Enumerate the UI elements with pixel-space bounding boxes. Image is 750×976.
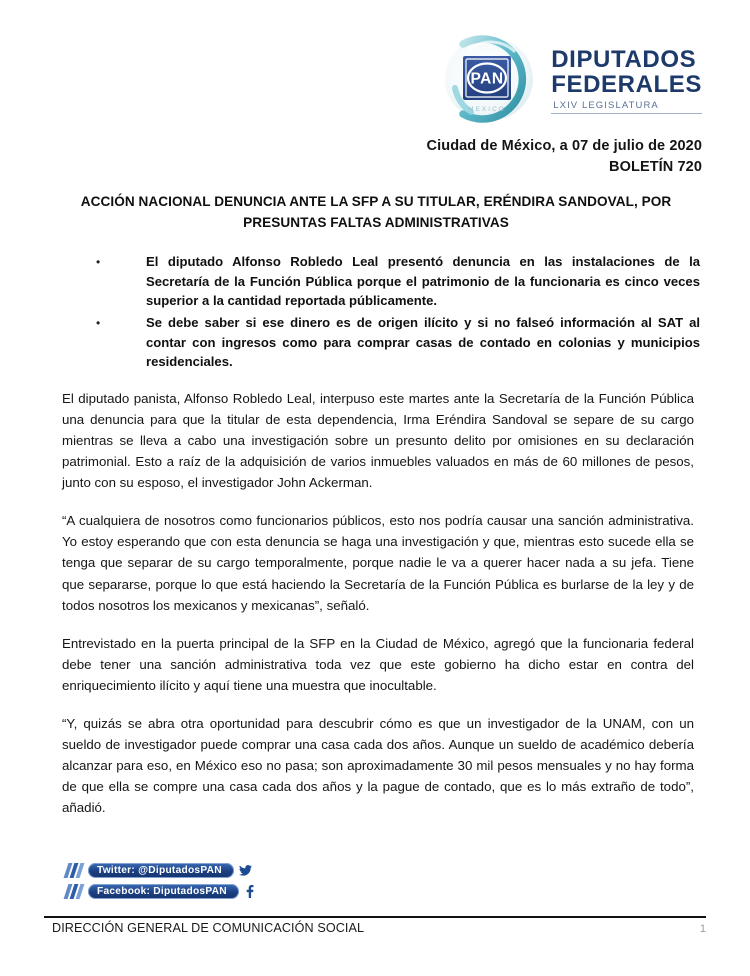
date-line: Ciudad de México, a 07 de julio de 2020 xyxy=(426,138,702,154)
social-row-facebook[interactable] xyxy=(66,883,257,900)
date-bulletin-block xyxy=(427,136,702,178)
bulletin-number: BOLETÍN 720 xyxy=(609,159,702,176)
bullet-text: Se debe saber si ese dinero es de origen ilícito y si no falseó información al SAT al contar con ingresos como para comprar casas de contado en colonias y municipios residenciales. xyxy=(146,314,700,370)
twitter-handle-label[interactable]: Twitter: @DiputadosPAN xyxy=(88,863,234,878)
facebook-f-icon[interactable] xyxy=(244,885,257,899)
slant-bars-decoration xyxy=(66,884,84,899)
paragraph: El diputado panista, Alfonso Robledo Leal, interpuso este martes ante la Secretaría de la Función Pública una denuncia para que la titular de esta dependencia, Irma Eréndira Sandoval se separe de su cargo mientras se lleva a cabo una investigación sobre un presunto delito por omisiones en su declaración patrimonial. Esto a raíz de la adquisición de varios inmuebles valuados en más de 60 millones de pesos, junto con su esposo, el investigador John Ackerman. xyxy=(62,391,694,491)
twitter-bird-icon[interactable] xyxy=(239,864,252,878)
list-item xyxy=(96,313,700,372)
footer-divider xyxy=(44,916,706,918)
page-title: ACCIÓN NACIONAL DENUNCIA ANTE LA SFP A SU TITULAR, ERÉNDIRA SANDOVAL, POR PRESUNTAS FALTAS ADMINISTRATIVAS xyxy=(80,194,672,230)
svg-text:MEXICO: MEXICO xyxy=(468,106,507,113)
logo-legislature-label: LXIV LEGISLATURA xyxy=(551,100,702,114)
document-footer xyxy=(52,921,706,935)
facebook-handle-label[interactable]: Facebook: DiputadosPAN xyxy=(88,884,239,899)
social-links xyxy=(66,862,257,900)
bullet-marker-icon: • xyxy=(96,255,101,269)
paragraph: “Y, quizás se abra otra oportunidad para descubrir cómo es que un investigador de la UNAM, con un sueldo de investigador puede comprar una casa cada dos años. Aunque un sueldo de académico debería alcanzar para eso, en México eso no pasa; son aproximadamente 30 mil pesos mensuales y no hay forma de que ella se compre una casa cada dos años y la pague de contado, que es lo más extraño de todo”, añadió. xyxy=(62,715,694,816)
highlight-bullet-list xyxy=(96,252,700,374)
logo-line-federales: FEDERALES xyxy=(551,71,702,98)
footer-department-label: DIRECCIÓN GENERAL DE COMUNICACIÓN SOCIAL xyxy=(52,921,365,935)
page-number: 1 xyxy=(699,923,706,935)
article-body xyxy=(62,388,694,835)
bullet-text: El diputado Alfonso Robledo Leal presentó denuncia en las instalaciones de la Secretaría de la Función Pública porque el patrimonio de la funcionaria es cinco veces superior a la cantidad reportada públicamente. xyxy=(146,254,700,309)
paragraph: Entrevistado en la puerta principal de la SFP en la Ciudad de México, agregó que la funcionaria federal debe tener una sanción administrativa toda vez que este gobierno ha dicho estar en contra del enriquecimiento ilícito y aquí tiene una muestra que inocultable. xyxy=(62,635,694,693)
logo-line-diputados: DIPUTADOS xyxy=(551,46,697,74)
paragraph: “A cualquiera de nosotros como funcionarios públicos, esto nos podría causar una sanción administrativa. Yo estoy esperando que con esta denuncia se haga una investigación y que, mientras esto sucede ella se tenga que separar de su cargo temporalmente, porque nadie le va a querer hacer nada a su jefa. Tiene que separarse, porque lo que está haciendo la Secretaría de la Función Pública es burlarse de la ley y de todos nosotros los mexicanos y mexicanas”, señaló. xyxy=(62,513,694,613)
social-row-twitter[interactable] xyxy=(66,862,257,879)
document-header xyxy=(441,32,702,126)
bullet-marker-icon: • xyxy=(96,315,101,330)
pan-logo-mark xyxy=(441,32,545,126)
pan-logo-wordmark xyxy=(551,44,702,114)
list-item xyxy=(96,252,700,311)
svg-text:PAN: PAN xyxy=(470,70,504,88)
slant-bars-decoration xyxy=(66,863,84,878)
